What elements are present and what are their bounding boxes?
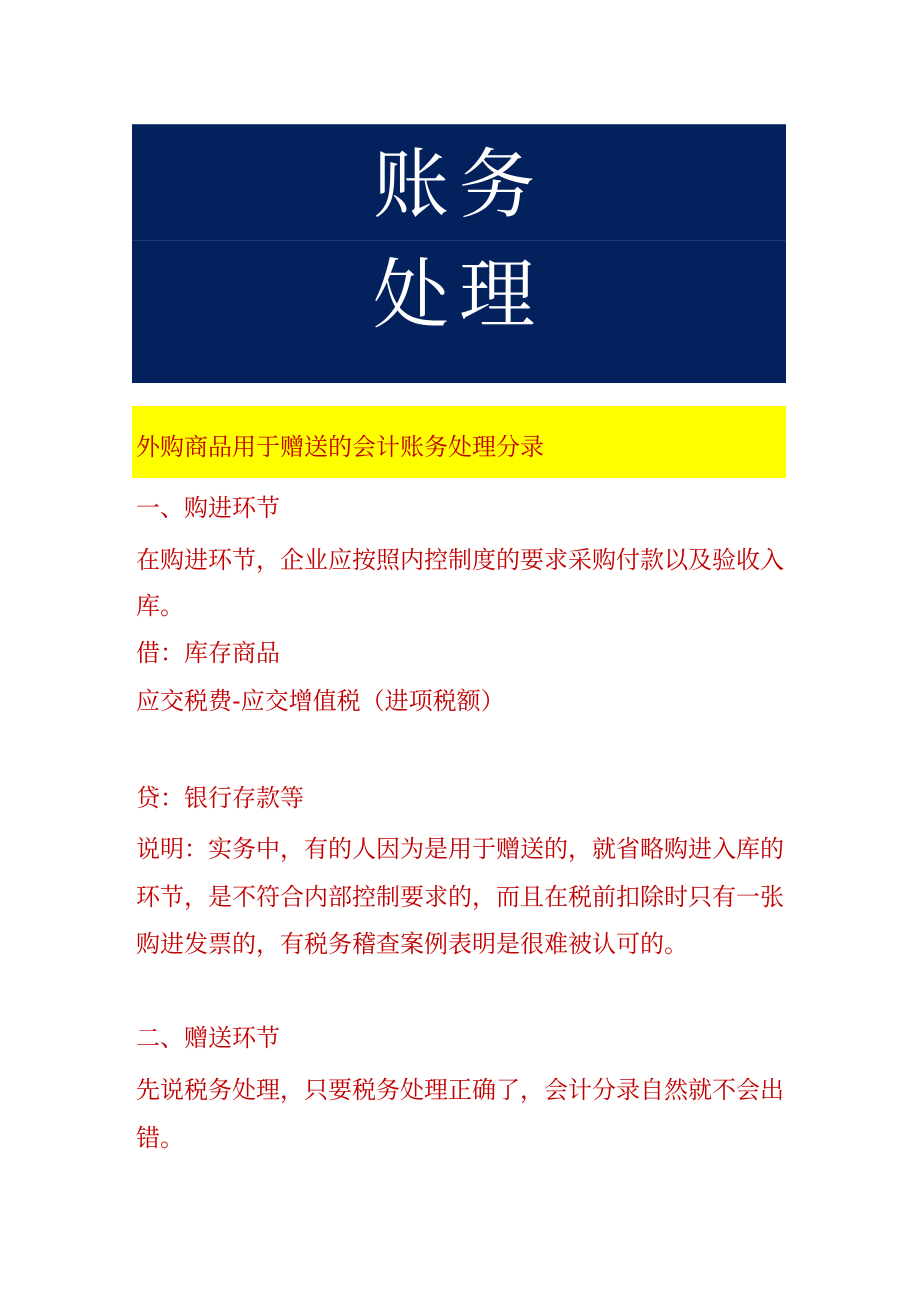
section-1-heading: 一、购进环节 xyxy=(136,494,280,522)
section-2-paragraph: 先说税务处理，只要税务处理正确了，会计分录自然就不会出错。 xyxy=(136,1076,784,1152)
debit-entry-inventory: 借：库存商品 xyxy=(136,639,280,667)
debit-entry-input-vat: 应交税费-应交增值税（进项税额） xyxy=(136,687,505,715)
banner-top-border xyxy=(132,124,786,125)
explanation-note: 说明：实务中，有的人因为是用于赠送的，就省略购进入库的环节，是不符合内部控制要求的，而且在税前扣除时只有一张购进发票的，有税务稽查案例表明是很难被认可的。 xyxy=(136,835,784,958)
credit-entry-bank: 贷：银行存款等 xyxy=(136,784,304,812)
section-1-paragraph: 在购进环节，企业应按照内控制度的要求采购付款以及验收入库。 xyxy=(136,546,784,620)
document-title: 外购商品用于赠送的会计账务处理分录 xyxy=(136,433,544,461)
banner-title-line-2: 处理 xyxy=(373,250,545,339)
banner-divider xyxy=(132,240,786,241)
section-2-heading: 二、赠送环节 xyxy=(136,1024,280,1052)
banner-title-line-1: 账务 xyxy=(373,140,545,229)
